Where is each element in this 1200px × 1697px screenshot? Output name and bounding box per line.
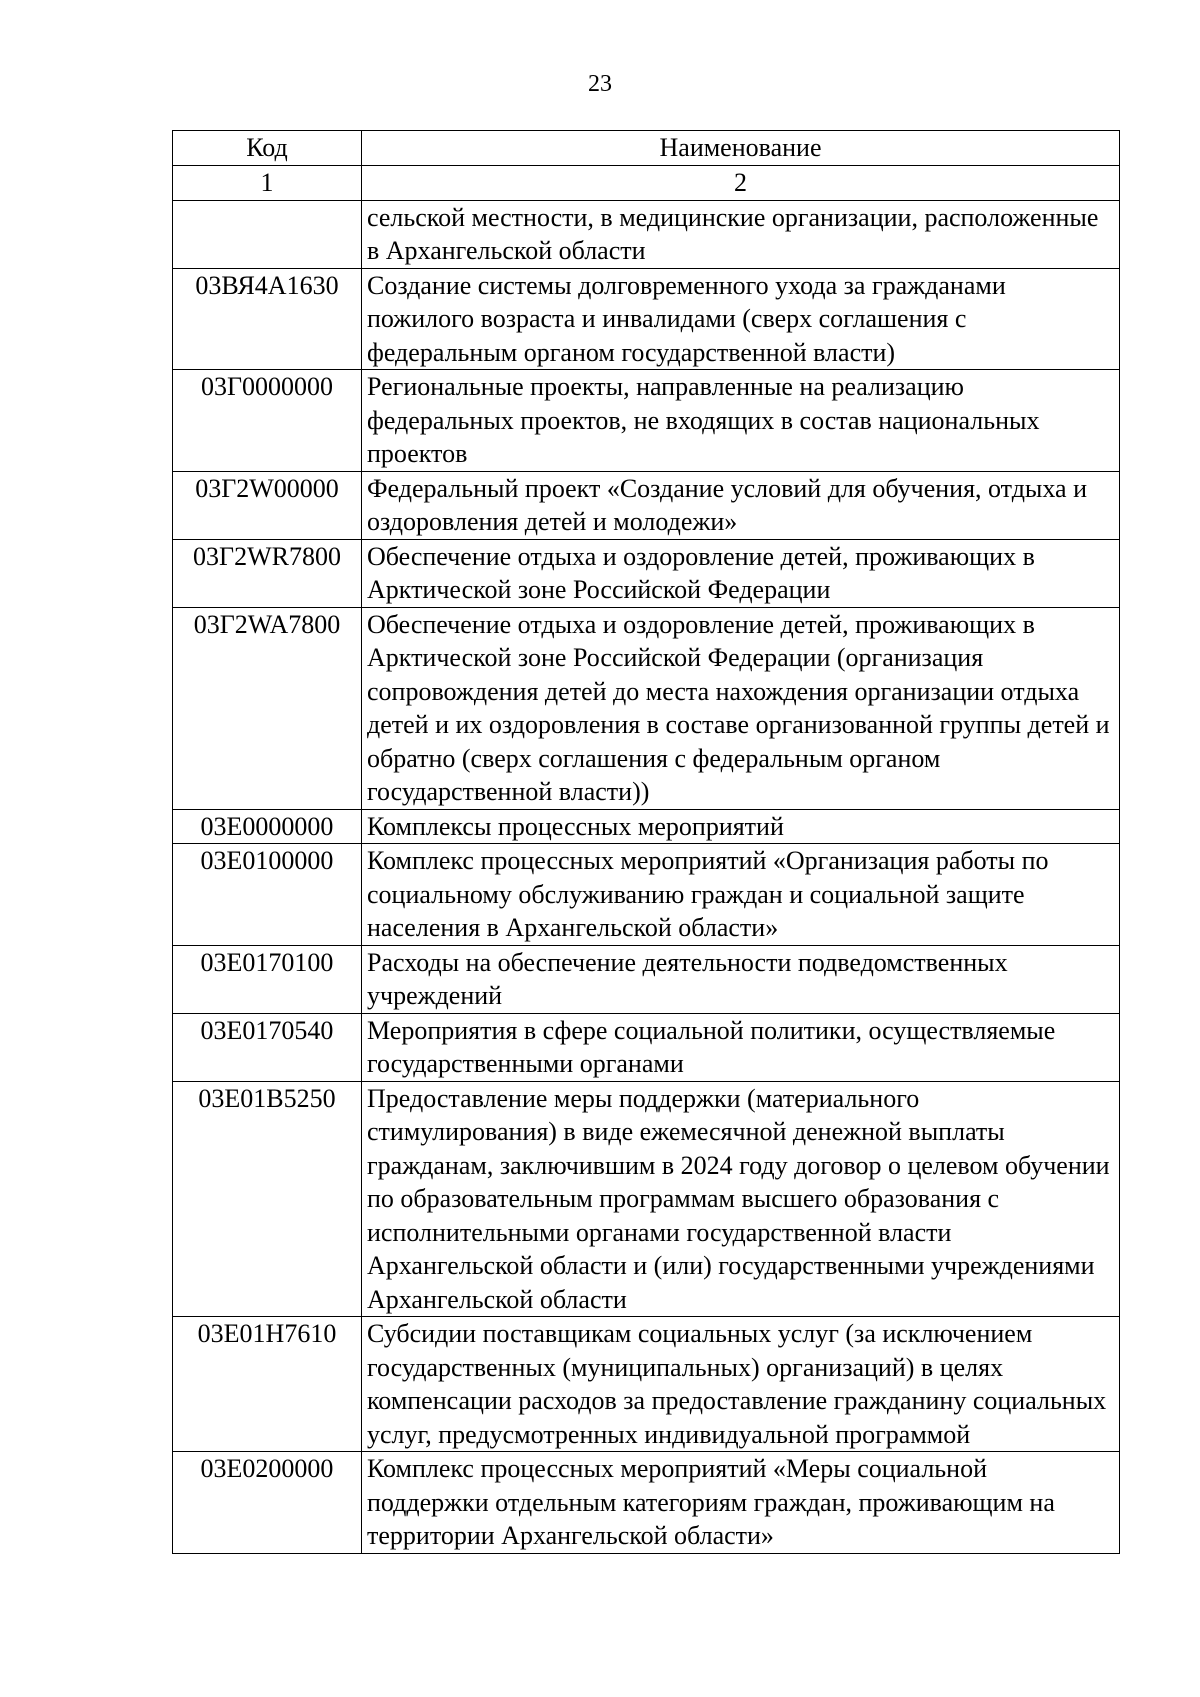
row-name: сельской местности, в медицинские организации, расположенные в Архангельской области: [362, 200, 1120, 268]
row-name: Субсидии поставщикам социальных услуг (за исключением государственных (муниципальных) организаций) в целях компенсации расходов за предоставление гражданину социальных услуг, предусмотренных индивидуальной программой: [362, 1317, 1120, 1452]
row-name: Расходы на обеспечение деятельности подведомственных учреждений: [362, 945, 1120, 1013]
row-name: Комплексы процессных мероприятий: [362, 809, 1120, 844]
table-row: [173, 844, 1120, 946]
row-code: 03Е01В5250: [173, 1081, 362, 1317]
row-code: 03Е0000000: [173, 809, 362, 844]
row-name: Обеспечение отдыха и оздоровление детей, проживающих в Арктической зоне Российской Федерации (организация сопровождения детей до места нахождения организации отдыха детей и их оздоровления в составе организованной группы детей и обратно (сверх соглашения с федеральным органом государственной власти)): [362, 607, 1120, 809]
column-number-code: 1: [173, 166, 362, 201]
row-name: Федеральный проект «Создание условий для обучения, отдыха и оздоровления детей и молодежи»: [362, 471, 1120, 539]
row-name: Предоставление меры поддержки (материального стимулирования) в виде ежемесячной денежной выплаты гражданам, заключившим в 2024 году договор о целевом обучении по образовательным программам высшего образования с исполнительными органами государственной власти Архангельской области и (или) государственными учреждениями Архангельской области: [362, 1081, 1120, 1317]
row-code: 03Е0170540: [173, 1013, 362, 1081]
row-name: Комплекс процессных мероприятий «Организация работы по социальному обслуживанию граждан и социальной защите населения в Архангельской области»: [362, 844, 1120, 946]
table-row: [173, 1452, 1120, 1554]
table-row: [173, 1317, 1120, 1452]
table-row: [173, 945, 1120, 1013]
row-name: Мероприятия в сфере социальной политики, осуществляемые государственными органами: [362, 1013, 1120, 1081]
page-number: 23: [588, 71, 612, 97]
row-name: Обеспечение отдыха и оздоровление детей, проживающих в Арктической зоне Российской Федерации: [362, 539, 1120, 607]
table-header-row: [173, 131, 1120, 166]
table-row: [173, 268, 1120, 370]
row-code: 03Г2WA7800: [173, 607, 362, 809]
row-code: 03Е0170100: [173, 945, 362, 1013]
header-code: Код: [173, 131, 362, 166]
row-code: 03Е0200000: [173, 1452, 362, 1554]
table-row: [173, 607, 1120, 809]
table-row: [173, 471, 1120, 539]
row-code: 03Г0000000: [173, 370, 362, 472]
row-code: 03ВЯ4А1630: [173, 268, 362, 370]
table-row: [173, 1081, 1120, 1317]
column-number-name: 2: [362, 166, 1120, 201]
row-name: Комплекс процессных мероприятий «Меры социальной поддержки отдельным категориям граждан, проживающим на территории Архангельской области»: [362, 1452, 1120, 1554]
row-name: Создание системы долговременного ухода за гражданами пожилого возраста и инвалидами (сверх соглашения с федеральным органом государственной власти): [362, 268, 1120, 370]
header-name: Наименование: [362, 131, 1120, 166]
table-row: [173, 200, 1120, 268]
row-code: [173, 200, 362, 268]
table-row: [173, 539, 1120, 607]
column-number-row: [173, 166, 1120, 201]
row-code: 03Г2WR7800: [173, 539, 362, 607]
row-name: Региональные проекты, направленные на реализацию федеральных проектов, не входящих в состав национальных проектов: [362, 370, 1120, 472]
table-row: [173, 370, 1120, 472]
table-row: [173, 809, 1120, 844]
row-code: 03Г2W00000: [173, 471, 362, 539]
table-row: [173, 1013, 1120, 1081]
row-code: 03Е0100000: [173, 844, 362, 946]
code-table: [172, 130, 1120, 1554]
row-code: 03Е01Н7610: [173, 1317, 362, 1452]
